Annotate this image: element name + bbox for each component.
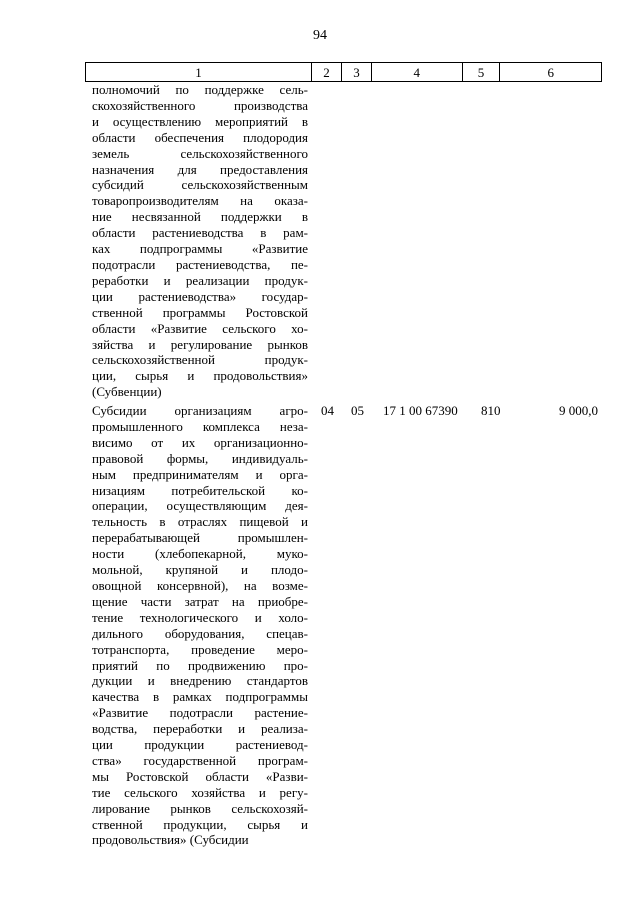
text-line: овощной консервной), на возме- <box>92 577 308 593</box>
header-col-2: 2 <box>312 63 342 81</box>
row-2-rz: 04 <box>321 403 334 418</box>
text-line: реработки и реализации продук- <box>92 272 308 288</box>
header-col-4: 4 <box>372 63 463 81</box>
text-line: назначения для предоставления <box>92 161 308 177</box>
text-line: товаропроизводителям на оказа- <box>92 193 308 209</box>
text-line: подотрасли растениеводства, пе- <box>92 256 308 272</box>
text-line: субсидий сельскохозяйственным <box>92 177 308 193</box>
text-line: ственной продукции, сырья и <box>92 816 308 832</box>
page-number: 94 <box>313 28 327 43</box>
text-line: качества в рамках подпрограммы <box>92 689 308 705</box>
text-line: зяйства и регулирование рынков <box>92 336 308 352</box>
text-line: сельскохозяйственной продук- <box>92 352 308 368</box>
text-line: скохозяйственного производства <box>92 97 308 113</box>
text-line: «Развитие подотрасли растение- <box>92 705 308 721</box>
text-line: ние несвязанной поддержки в <box>92 209 308 225</box>
header-col-1: 1 <box>86 63 312 81</box>
text-line: лирование рынков сельскохозяй- <box>92 800 308 816</box>
text-line: полномочий по поддержке сель- <box>92 82 308 97</box>
text-line: тотранспорта, проведение меро- <box>92 641 308 657</box>
row-2-csr: 17 1 00 67390 <box>383 403 458 418</box>
text-line: ства» государственной програм- <box>92 752 308 768</box>
text-line: области растениеводства в рам- <box>92 225 308 241</box>
row-2-sum: 9 000,0 <box>559 403 598 418</box>
table-header-row <box>85 62 602 82</box>
text-line: мольной, крупяной и плодо- <box>92 562 308 578</box>
text-line: висимо от их организационно- <box>92 434 308 450</box>
text-line: области обеспечения плодородия <box>92 129 308 145</box>
text-line: тение технологического и холо- <box>92 609 308 625</box>
text-line: области «Развитие сельского хо- <box>92 320 308 336</box>
text-line: щение части затрат на приобре- <box>92 593 308 609</box>
text-line: низациям потребительской ко- <box>92 482 308 498</box>
text-line: ции продукции растениевод- <box>92 737 308 753</box>
text-line: промышленного комплекса неза- <box>92 418 308 434</box>
row-2-vr: 810 <box>481 403 501 418</box>
text-line: приятий по продвижению про- <box>92 657 308 673</box>
text-line: ции растениеводства» государ- <box>92 288 308 304</box>
text-line: ции, сырья и продовольствия» <box>92 368 308 384</box>
header-col-3: 3 <box>342 63 372 81</box>
row-2-pr: 05 <box>351 403 364 418</box>
row-1-description <box>92 82 308 400</box>
text-line: операции, осуществляющим дея- <box>92 498 308 514</box>
header-col-6: 6 <box>547 65 554 80</box>
header-col-5: 5 <box>463 63 501 81</box>
text-line: водства, переработки и реализа- <box>92 721 308 737</box>
text-line: Субсидии организациям агро- <box>92 403 308 418</box>
text-line: продовольствия» (Субсидии <box>92 832 249 848</box>
text-line: ным предпринимателям и орга- <box>92 466 308 482</box>
text-line: правовой формы, индивидуаль- <box>92 450 308 466</box>
text-line: тие сельского хозяйства и регу- <box>92 784 308 800</box>
text-line: ности (хлебопекарной, муко- <box>92 546 308 562</box>
row-2-description <box>92 403 308 848</box>
text-line: дукции и внедрению стандартов <box>92 673 308 689</box>
text-line: ках подпрограммы «Развитие <box>92 241 308 257</box>
text-line: (Субвенции) <box>92 384 162 400</box>
text-line: дильного оборудования, спецав- <box>92 625 308 641</box>
text-line: земель сельскохозяйственного <box>92 145 308 161</box>
text-line: мы Ростовской области «Разви- <box>92 768 308 784</box>
text-line: и осуществлению мероприятий в <box>92 113 308 129</box>
text-line: тельность в отраслях пищевой и <box>92 514 308 530</box>
text-line: ственной программы Ростовской <box>92 304 308 320</box>
text-line: перерабатывающей промышлен- <box>92 530 308 546</box>
